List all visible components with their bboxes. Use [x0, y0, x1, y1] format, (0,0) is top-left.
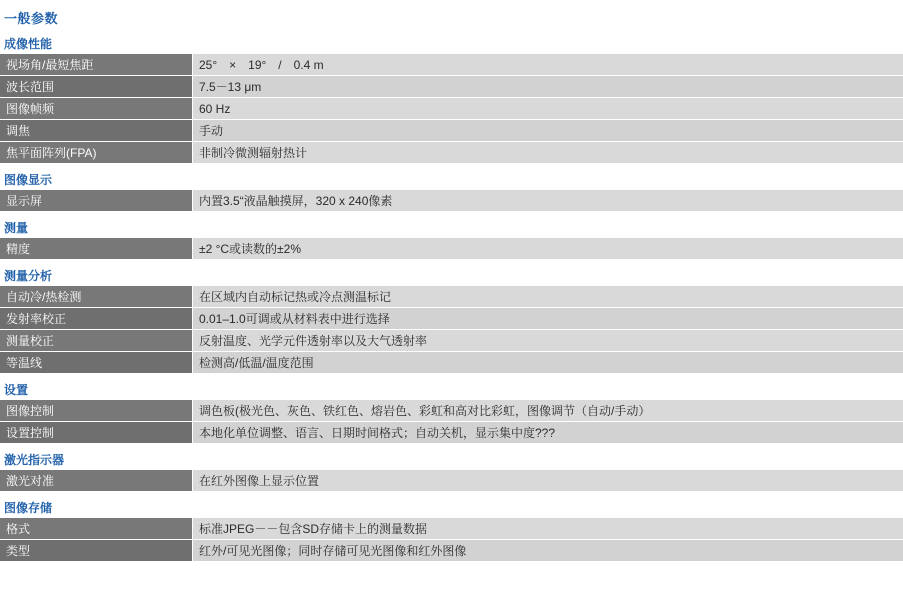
- spec-label: 调焦: [0, 120, 193, 142]
- section-title: 测量: [4, 221, 29, 235]
- spec-table: [0, 400, 903, 444]
- spec-value: 红外/可见光图像；同时存储可见光图像和红外图像: [193, 540, 903, 562]
- spec-value: 60 Hz: [193, 98, 903, 120]
- table-row: [0, 540, 903, 562]
- spec-sections: [0, 35, 903, 562]
- spec-label: 设置控制: [0, 422, 193, 444]
- table-row: [0, 308, 903, 330]
- spec-value: 0.01–1.0可调或从材料表中进行选择: [193, 308, 903, 330]
- spec-label: 焦平面阵列(FPA): [0, 142, 193, 164]
- spec-value: 在区域内自动标记热或冷点测温标记: [193, 286, 903, 308]
- spec-label: 精度: [0, 238, 193, 260]
- spec-section: [0, 35, 903, 164]
- table-row: [0, 400, 903, 422]
- section-title: 设置: [4, 383, 29, 397]
- spec-section: [0, 219, 903, 260]
- spec-value: ±2 °C或读数的±2%: [193, 238, 903, 260]
- table-row: [0, 422, 903, 444]
- spec-table: [0, 518, 903, 562]
- spec-section: [0, 451, 903, 492]
- spec-value: 调色板(极光色、灰色、铁红色、熔岩色、彩虹和高对比彩虹，图像调节（自动/手动）: [193, 400, 903, 422]
- spec-value: 非制冷微测辐射热计: [193, 142, 903, 164]
- table-row: [0, 98, 903, 120]
- spec-table: [0, 190, 903, 212]
- table-row: [0, 330, 903, 352]
- spec-table: [0, 238, 903, 260]
- spec-label: 图像控制: [0, 400, 193, 422]
- table-row: [0, 120, 903, 142]
- table-row: [0, 518, 903, 540]
- section-title: 图像显示: [4, 173, 53, 187]
- spec-value: 7.5－13 μm: [193, 76, 903, 98]
- spec-label: 类型: [0, 540, 193, 562]
- section-title: 激光指示器: [4, 453, 65, 467]
- spec-label: 等温线: [0, 352, 193, 374]
- spec-table: [0, 54, 903, 164]
- section-title: 测量分析: [4, 269, 53, 283]
- spec-section: [0, 381, 903, 444]
- spec-table: [0, 470, 903, 492]
- table-row: [0, 54, 903, 76]
- spec-label: 激光对准: [0, 470, 193, 492]
- page-title: 一般参数: [4, 11, 59, 26]
- spec-label: 显示屏: [0, 190, 193, 212]
- section-title: 图像存储: [4, 501, 53, 515]
- spec-section: [0, 171, 903, 212]
- spec-value: 本地化单位调整、语言、日期时间格式；自动关机，显示集中度???: [193, 422, 903, 444]
- table-row: [0, 238, 903, 260]
- spec-value: 标准JPEG－－包含SD存储卡上的测量数据: [193, 518, 903, 540]
- spec-value: 在红外图像上显示位置: [193, 470, 903, 492]
- spec-label: 视场角/最短焦距: [0, 54, 193, 76]
- table-row: [0, 286, 903, 308]
- spec-label: 发射率校正: [0, 308, 193, 330]
- spec-label: 图像帧频: [0, 98, 193, 120]
- table-row: [0, 352, 903, 374]
- spec-label: 自动冷/热检测: [0, 286, 193, 308]
- spec-label: 波长范围: [0, 76, 193, 98]
- spec-section: [0, 267, 903, 374]
- spec-value: 检测高/低温/温度范围: [193, 352, 903, 374]
- table-row: [0, 470, 903, 492]
- table-row: [0, 76, 903, 98]
- spec-value: 25° × 19° / 0.4 m: [193, 54, 903, 76]
- spec-table: [0, 286, 903, 374]
- spec-value: 反射温度、光学元件透射率以及大气透射率: [193, 330, 903, 352]
- spec-label: 格式: [0, 518, 193, 540]
- table-row: [0, 142, 903, 164]
- section-title: 成像性能: [4, 37, 53, 51]
- spec-label: 测量校正: [0, 330, 193, 352]
- spec-value: 手动: [193, 120, 903, 142]
- table-row: [0, 190, 903, 212]
- spec-section: [0, 499, 903, 562]
- spec-value: 内置3.5“液晶触摸屏，320 x 240像素: [193, 190, 903, 212]
